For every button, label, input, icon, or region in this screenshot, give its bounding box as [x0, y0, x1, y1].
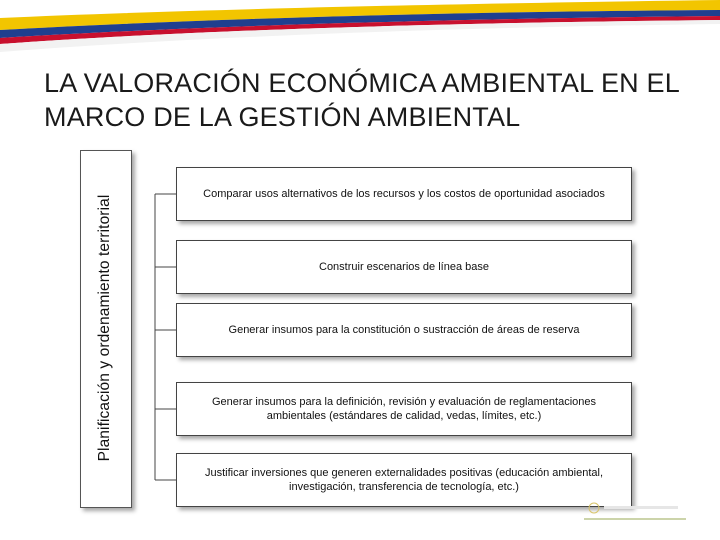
header-banner [0, 0, 720, 62]
ministry-logo-icon [584, 498, 686, 520]
page-title [44, 66, 704, 134]
item-text-1: Comparar usos alternativos de los recursos y los costos de oportunidad asociados [203, 188, 605, 200]
title-line-1: LA VALORACIÓN ECONÓMICA AMBIENTAL EN EL [44, 68, 680, 98]
item-box-5 [176, 453, 632, 507]
item-box-3 [176, 303, 632, 357]
planning-label: Planificación y ordenamiento territorial [96, 194, 113, 462]
item-text-2: Construir escenarios de línea base [319, 261, 489, 273]
item-box-2 [176, 240, 632, 294]
item-text-4: Generar insumos para la definición, revisión y evaluación de reglamentaciones ambientales (estándares de calidad, vedas, límites, etc.) [212, 396, 596, 422]
item-box-4 [176, 382, 632, 436]
item-box-1 [176, 167, 632, 221]
item-text-5: Justificar inversiones que generen externalidades positivas (educación ambiental, investigación, transferencia de tecnología, etc.) [204, 467, 604, 493]
title-line-2: MARCO DE LA GESTIÓN AMBIENTAL [44, 102, 521, 132]
item-text-3: Generar insumos para la constitución o sustracción de áreas de reserva [228, 324, 580, 336]
